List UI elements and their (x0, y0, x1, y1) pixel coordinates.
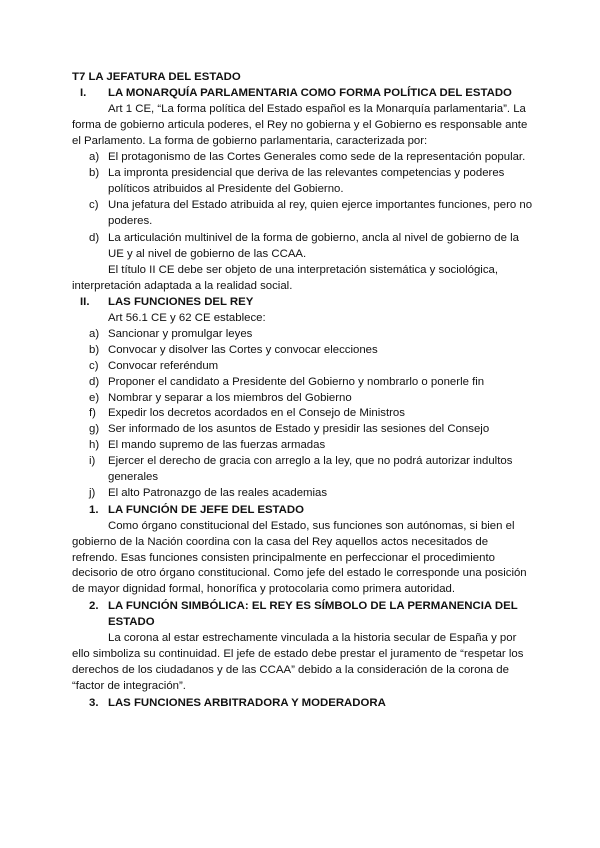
section-number: II. (80, 296, 90, 309)
list-item: b) Convocar y disolver las Cortes y convocar elecciones (89, 343, 378, 356)
subsection-1-text: Como órgano constitucional del Estado, sus funciones son autónomas, si bien el gobierno de la Nación coordina con la casa del Rey aquellos actos necesitados de refrendo. Esas funciones consisten principalmente en perfeccionar el procedimiento decisorio de otro órgano constitucional. Como jefe del estado le corresponde una posición de mayor dignidad formal, honorífica y protocolaria como primera autoridad. (72, 519, 527, 596)
section-title: LA MONARQUÍA PARLAMENTARIA COMO FORMA POLÍTICA DEL ESTADO (108, 86, 512, 99)
section-title: LAS FUNCIONES DEL REY (108, 296, 254, 309)
subsection-heading-1 (72, 503, 534, 519)
list-item: g) Ser informado de los asuntos de Estado y presidir las sesiones del Consejo (89, 423, 490, 436)
list-item: c) Una jefatura del Estado atribuida al rey, quien ejerce importantes funciones, pero no poderes. (89, 199, 533, 228)
document-title: T7 LA JEFATURA DEL ESTADO (72, 71, 241, 83)
subsection-heading-3 (72, 696, 534, 712)
list-item: a) El protagonismo de las Cortes Generales como sede de la representación popular. (89, 150, 526, 163)
list-item: d) Proponer el candidato a Presidente del Gobierno y nombrarlo o ponerle fin (89, 375, 485, 388)
subsection-number: 1. (89, 503, 99, 516)
list-item: b) La impronta presidencial que deriva de las relevantes competencias y poderes políticos atribuidos al Presidente del Gobierno. (89, 167, 505, 195)
list-item: e) Nombrar y separar a los miembros del Gobierno (89, 391, 352, 404)
subsection-title: LAS FUNCIONES ARBITRADORA Y MODERADORA (108, 696, 386, 709)
section-1-list (72, 150, 534, 263)
list-item: d) La articulación multinivel de la forma de gobierno, ancla al nivel de gobierno de la UE y al nivel de gobierno de las CCAA. (89, 231, 519, 260)
section-1-closing: El título II CE debe ser objeto de una interpretación sistemática y sociológica, interpretación adaptada a la realidad social. (72, 264, 499, 293)
subsection-title: LA FUNCIÓN SIMBÓLICA: EL REY ES SÍMBOLO DE LA PERMANENCIA DEL ESTADO (108, 600, 518, 629)
section-heading-2 (72, 295, 534, 311)
section-1-intro: Art 1 CE, “La forma política del Estado español es la Monarquía parlamentaria”. La forma de gobierno articula poderes, el Rey no gobierna y el Gobierno es responsable ante el Parlamento. La forma de gobierno parlamentaria, caracterizada por: (72, 102, 528, 147)
section-heading-1 (72, 86, 534, 102)
subsection-heading-2 (72, 599, 534, 631)
section-number: I. (80, 86, 87, 99)
list-item: f) Expedir los decretos acordados en el Consejo de Ministros (89, 407, 405, 420)
subsection-number: 3. (89, 696, 99, 709)
list-item: j) El alto Patronazgo de las reales academias (89, 486, 328, 499)
list-item: c) Convocar referéndum (89, 359, 219, 372)
list-item: i) Ejercer el derecho de gracia con arreglo a la ley, que no podrá autorizar indultos generales (89, 455, 513, 484)
subsection-number: 2. (89, 600, 99, 613)
section-2-list (72, 327, 534, 502)
document-page (72, 70, 534, 712)
list-item: h) El mando supremo de las fuerzas armadas (89, 439, 326, 452)
subsection-2-text: La corona al estar estrechamente vinculada a la historia secular de España y por ello simboliza su continuidad. El jefe de estado debe prestar el juramento de “respetar los derechos de los ciudadanos y de las CCAA” debido a la consideración de la corona de “factor de integración”. (72, 632, 524, 692)
section-2-intro: Art 56.1 CE y 62 CE establece: (108, 311, 266, 324)
list-item: a) Sancionar y promulgar leyes (89, 327, 253, 340)
subsection-title: LA FUNCIÓN DE JEFE DEL ESTADO (108, 503, 304, 516)
